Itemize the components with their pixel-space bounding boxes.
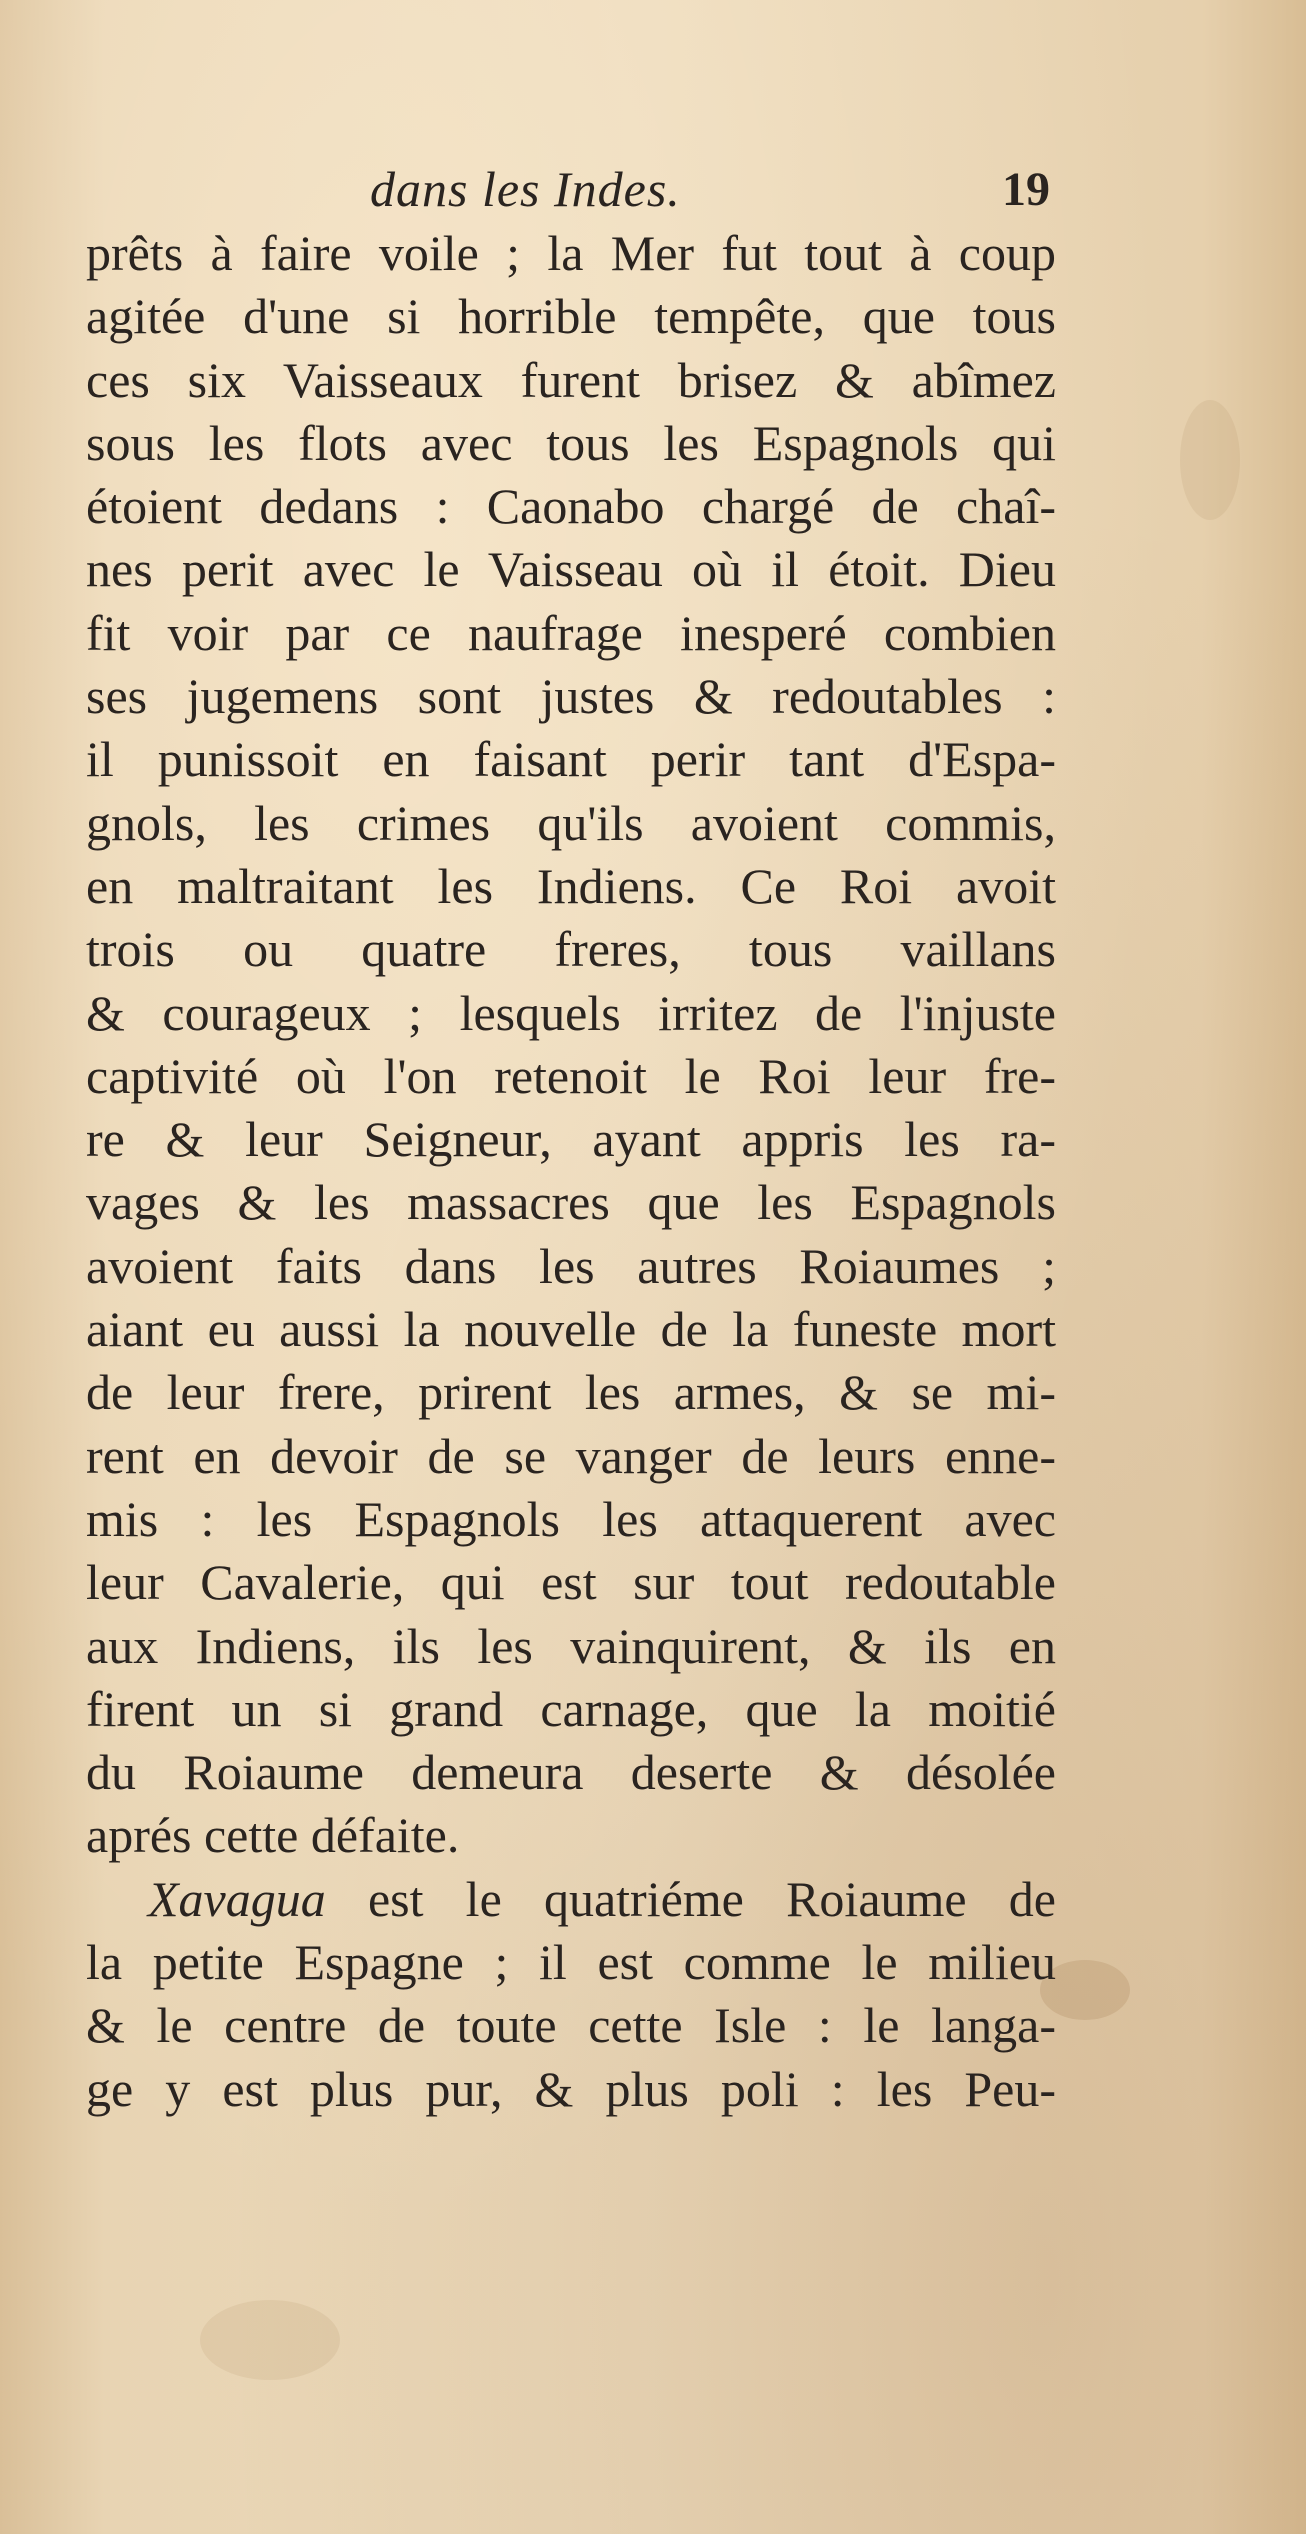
page-number: 19 [1002, 163, 1050, 216]
text-line: avoient faits dans les autres Roiaumes ; [86, 1237, 1056, 1294]
text-line: mis : les Espagnols les attaquerent avec [86, 1490, 1056, 1547]
running-title: dans les Indes. [370, 161, 681, 217]
text-run: est le quatriéme Roiaume de [367, 1870, 1056, 1927]
text-line: de leur frere, prirent les armes, & se mi- [86, 1364, 1056, 1421]
running-head [370, 160, 1070, 220]
text-line: fit voir par ce naufrage inesperé combien [86, 604, 1056, 661]
text-line: du Roiaume demeura deserte & désolée [86, 1744, 1056, 1801]
paper-stain [1180, 400, 1240, 520]
text-line: firent un si grand carnage, que la moitié [86, 1680, 1056, 1737]
text-line: nes perit avec le Vaisseau où il étoit. Dieu [86, 541, 1056, 598]
text-line: en maltraitant les Indiens. Ce Roi avoit [86, 857, 1056, 914]
paragraph-end-line: aprés cette défaite. [86, 1807, 460, 1864]
text-line: trois ou quatre freres, tous vaillans [86, 921, 1056, 978]
text-line: ses jugemens sont justes & redoutables : [86, 668, 1056, 725]
text-line: ge y est plus pur, & plus poli : les Peu- [86, 2060, 1056, 2117]
text-line: captivité où l'on retenoit le Roi leur fre- [86, 1047, 1056, 1104]
text-line: gnols, les crimes qu'ils avoient commis, [86, 794, 1056, 851]
paragraph-start-line [86, 1868, 1056, 1931]
text-line: & courageux ; lesquels irritez de l'injuste [86, 984, 1056, 1041]
text-line: vages & les massacres que les Espagnols [86, 1174, 1056, 1231]
text-line: sous les flots avec tous les Espagnols qui [86, 414, 1056, 471]
text-line: il punissoit en faisant perir tant d'Espa- [86, 731, 1056, 788]
text-line: agitée d'une si horrible tempête, que tous [86, 288, 1056, 345]
text-line: re & leur Seigneur, ayant appris les ra- [86, 1111, 1056, 1168]
place-name: Xavagua [148, 1870, 326, 1927]
text-line: ces six Vaisseaux furent brisez & abîmez [86, 351, 1056, 408]
text-line: aux Indiens, ils les vainquirent, & ils en [86, 1617, 1056, 1674]
text-line: la petite Espagne ; il est comme le milieu [86, 1934, 1056, 1991]
paper-stain [200, 2300, 340, 2380]
text-line: prêts à faire voile ; la Mer fut tout à coup [86, 225, 1056, 281]
text-line: leur Cavalerie, qui est sur tout redoutable [86, 1554, 1056, 1611]
text-line: étoient dedans : Caonabo chargé de chaî- [86, 478, 1056, 535]
text-line: aiant eu aussi la nouvelle de la funeste mort [86, 1301, 1056, 1358]
text-line: rent en devoir de se vanger de leurs enne- [86, 1427, 1056, 1484]
text-line: & le centre de toute cette Isle : le langa- [86, 1997, 1056, 2054]
body-text [86, 222, 1056, 2121]
